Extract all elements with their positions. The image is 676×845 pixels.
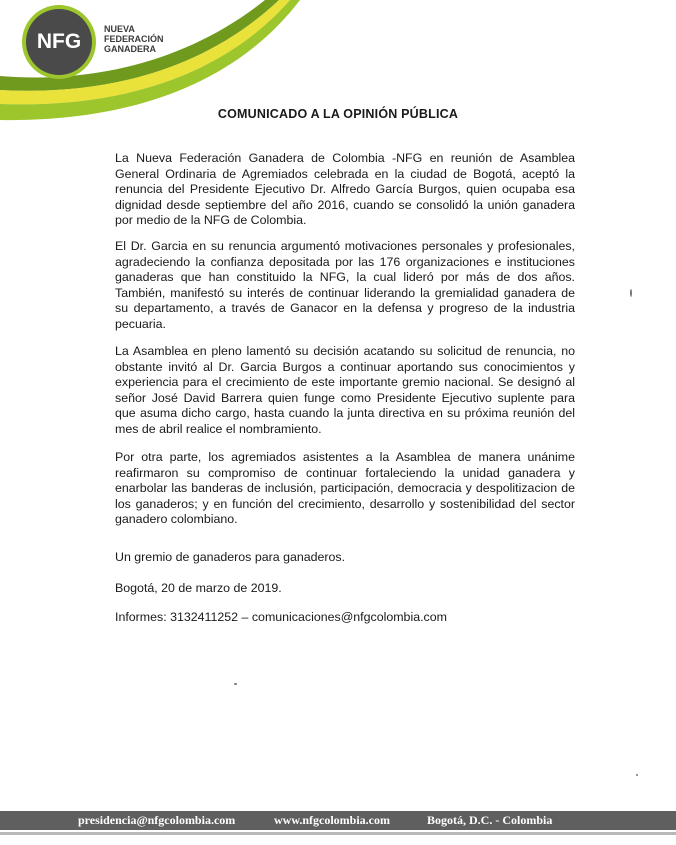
paragraph-1-text: La Nueva Federación Ganadera de Colombia -NFG en reunión de Asamblea General Ordinaria de Agremiados celebrada en la ciudad de Bogotá, aceptó la renuncia del Presidente Ejecutivo Dr. Alfredo García Burgos, quien ocupaba esa dignidad desde septiembre del año 2016, cuando se consolidó la unión ganadera por medio de la NFG de Colombia. <box>115 151 575 228</box>
logo-text: NFG <box>36 30 82 53</box>
paragraph-2 <box>115 239 575 333</box>
paragraph-4 <box>115 450 575 528</box>
paragraph-4-text: Por otra parte, los agremiados asistentes a la Asamblea de manera unánime reafirmaron su compromiso de continuar fortaleciendo la unidad ganadera y enarbolar las banderas de inclusión, participación, democracia y despolitizacion de los ganaderos; y en función del crecimiento, desarrollo y sostenibilidad del sector ganadero colombiano. <box>115 450 575 527</box>
scan-speck <box>234 683 237 685</box>
footer-bar <box>0 811 676 830</box>
paragraph-3-text: La Asamblea en pleno lamentó su decisión acatando su solicitud de renuncia, no obstante invitó al Dr. Garcia Burgos a continuar aportando sus conocimientos y experiencia para el crecimiento de este importante gremio nacional. Se designó al señor José David Barrera quien funge como Presidente Ejecutivo suplente para que asuma dicho cargo, hasta cuando la junta directiva en su próxima reunión del mes de abril realice el nombramiento. <box>115 344 575 436</box>
footer-underline <box>0 832 676 835</box>
slogan: Un gremio de ganaderos para ganaderos. <box>115 550 346 564</box>
footer-email: presidencia@nfgcolombia.com <box>78 813 236 827</box>
document-title: COMUNICADO A LA OPINIÓN PÚBLICA <box>217 107 459 121</box>
organization-name <box>104 24 194 54</box>
footer-location: Bogotá, D.C. - Colombia <box>427 813 553 827</box>
scan-speck <box>630 289 632 297</box>
org-name-line-2: FEDERACIÓN <box>104 34 164 44</box>
nfg-logo <box>26 9 92 75</box>
paragraph-1 <box>115 151 575 229</box>
org-name-line-1: NUEVA <box>104 24 135 34</box>
contact-info: Informes: 3132411252 – comunicaciones@nfgcolombia.com <box>115 610 447 624</box>
paragraph-3 <box>115 344 575 438</box>
paragraph-2-text: El Dr. Garcia en su renuncia argumentó motivaciones personales y profesionales, agradeciendo la confianza depositada por las 176 organizaciones e instituciones ganaderas que han constituido la NFG, la cual lideró por más de dos años. También, manifestó su interés de continuar liderando la gremialidad ganadera de su departamento, a través de Ganacor en la defensa y progreso de la industria pecuaria. <box>115 239 575 331</box>
org-name-line-3: GANADERA <box>104 44 157 54</box>
scan-speck <box>636 774 638 776</box>
document-date: Bogotá, 20 de marzo de 2019. <box>115 581 282 595</box>
footer-website: www.nfgcolombia.com <box>274 813 390 827</box>
